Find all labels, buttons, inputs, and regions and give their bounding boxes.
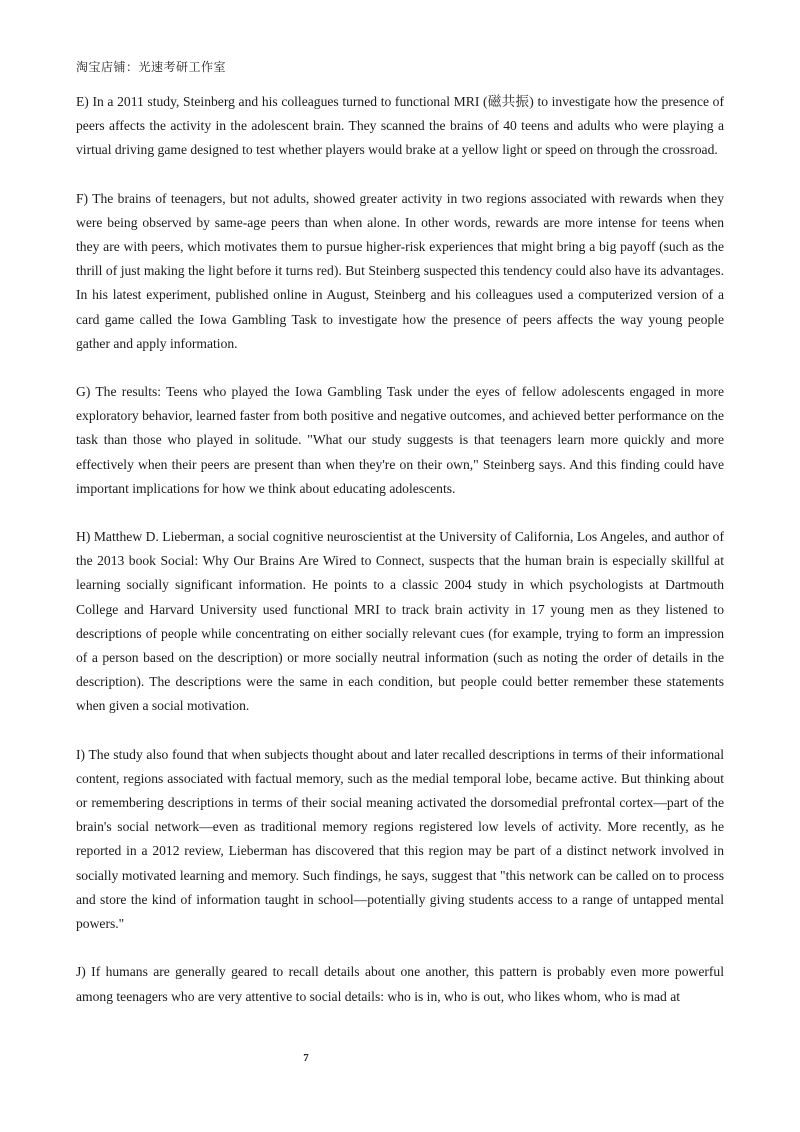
page-header: 淘宝店铺：光速考研工作室 [76, 60, 227, 74]
paragraph-h: H) Matthew D. Lieberman, a social cognitive neuroscientist at the University of California, Los Angeles, and author of the 2013 book Social: Why Our Brains Are Wired to Connect, suspects that the human brain is especially skillful at learning socially significant information. He points to a classic 2004 study in which psychologists at Dartmouth College and Harvard University used functional MRI to track brain activity in 17 young men as they listened to descriptions of people while concentrating on either socially relevant cues (for example, trying to form an impression of a person based on the description) or more socially neutral information (such as noting the order of details in the description). The descriptions were the same in each condition, but people could better remember these statements when given a social motivation. [76, 529, 724, 714]
paragraph-i: I) The study also found that when subjects thought about and later recalled descriptions in terms of their informational content, regions associated with factual memory, such as the medial temporal lobe, became active. But thinking about or remembering descriptions in terms of their social meaning activated the dorsomedial prefrontal cortex—part of the brain's social network—even as traditional memory regions registered low levels of activity. More recently, as he reported in a 2012 review, Lieberman has discovered that this region may be part of a distinct network involved in socially motivated learning and memory. Such findings, he says, suggest that "this network can be called on to process and store the kind of information taught in school—potentially giving students access to a range of untapped mental powers." [76, 746, 724, 932]
page-number: 7 [303, 1052, 309, 1064]
paragraph-j: J) If humans are generally geared to recall details about one another, this pattern is probably even more powerful among teenagers who are very attentive to social details: who is in, who is out, who likes whom, who is mad at [76, 964, 724, 1004]
document-body [76, 90, 724, 1033]
paragraph-g: G) The results: Teens who played the Iowa Gambling Task under the eyes of fellow adolescents engaged in more exploratory behavior, learned faster from both positive and negative outcomes, and achieved better performance on the task than those who played in solitude. "What our study suggests is that teenagers learn more quickly and more effectively when their peers are present than when they're on their own," Steinberg says. And this finding could have important implications for how we think about educating adolescents. [76, 384, 724, 496]
paragraph-f: F) The brains of teenagers, but not adults, showed greater activity in two regions associated with rewards when they were being observed by same-age peers than when alone. In other words, rewards are more intense for teens when they are with peers, which motivates them to pursue higher-risk experiences that might bring a big payoff (such as the thrill of just making the light before it turns red). But Steinberg suspected this tendency could also have its advantages. In his latest experiment, published online in August, Steinberg and his colleagues used a computerized version of a card game called the Iowa Gambling Task to investigate how the presence of peers affects the way young people gather and apply information. [76, 190, 724, 351]
paragraph-e: E) In a 2011 study, Steinberg and his colleagues turned to functional MRI (磁共振) to investigate how the presence of peers affects the activity in the adolescent brain. They scanned the brains of 40 teens and adults who were playing a virtual driving game designed to test whether players would brake at a yellow light or speed on through the crossroad. [76, 94, 724, 158]
